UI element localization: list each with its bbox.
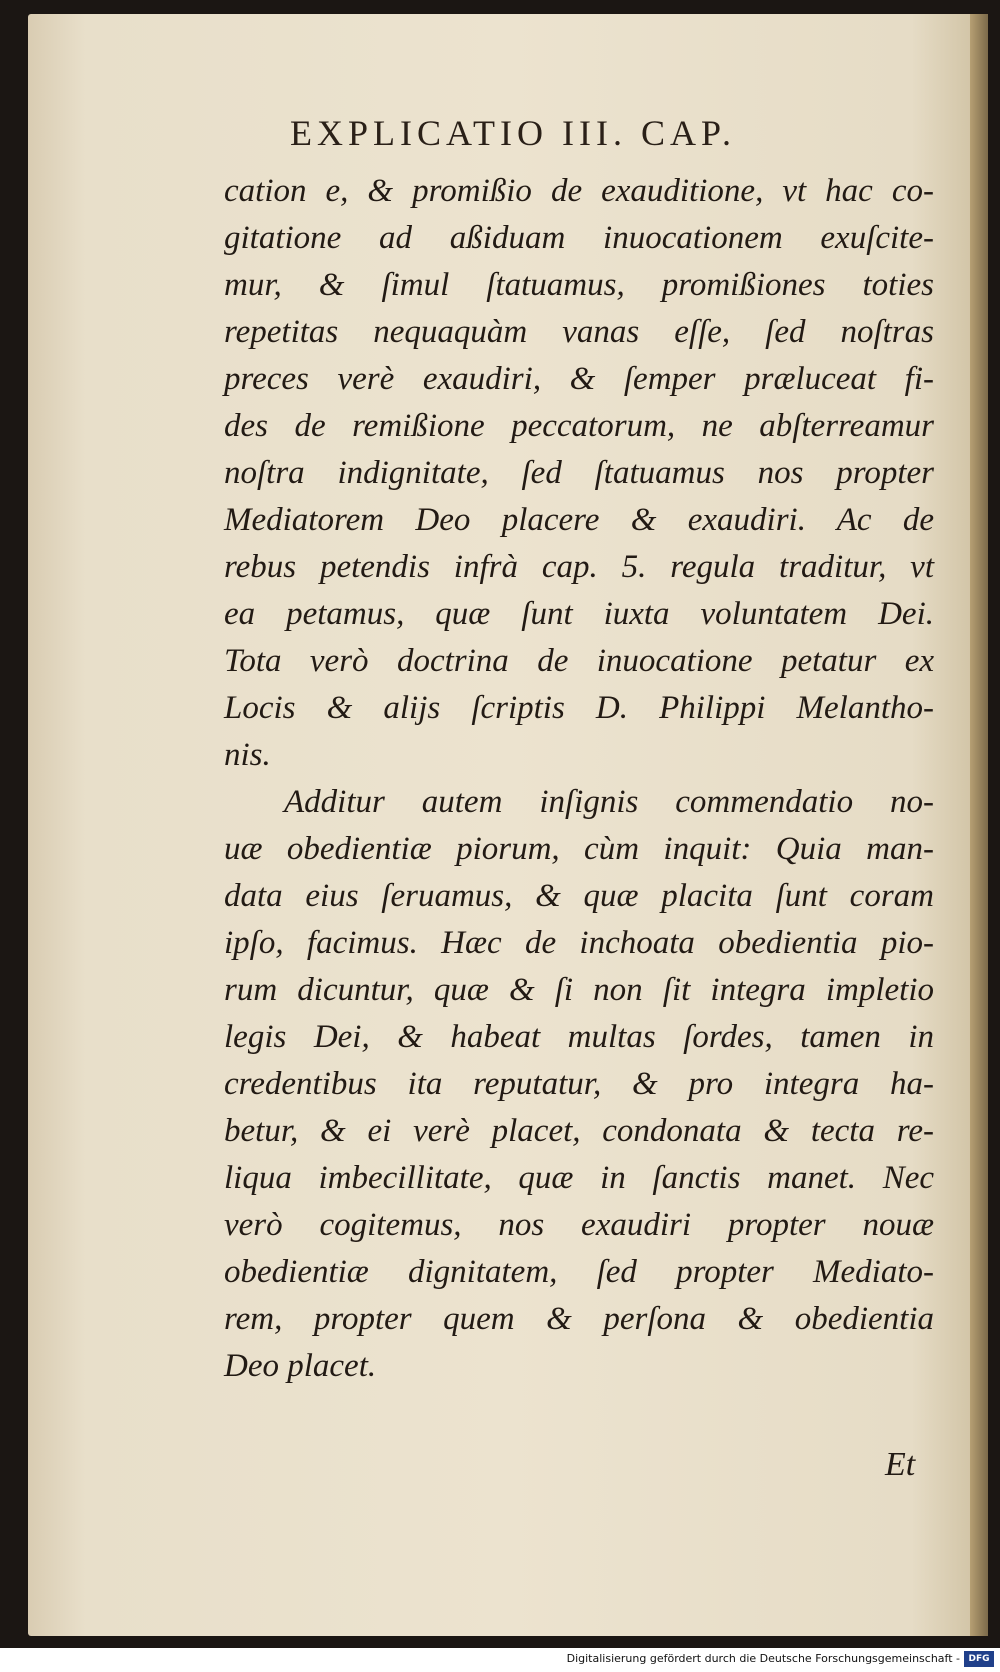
text-line: Additur autem inſignis commendatio no- <box>284 784 934 820</box>
text-line: rem, propter quem & perſona & obedientia <box>224 1301 934 1337</box>
funding-credit: Digitalisierung gefördert durch die Deutsche Forschungsgemeinschaft - <box>566 1652 960 1665</box>
text-line: verò cogitemus, nos exaudiri propter nouæ <box>224 1207 934 1243</box>
text-line: Locis & alijs ſcriptis D. Philippi Melantho- <box>224 690 934 726</box>
text-line: mur, & ſimul ſtatuamus, promißiones toties <box>224 267 934 303</box>
text-line: cation e, & promißio de exauditione, vt hac co- <box>224 173 934 209</box>
text-line: betur, & ei verè placet, condonata & tecta re- <box>224 1113 934 1149</box>
text-line: gitatione ad aßiduam inuocationem exuſcite- <box>224 220 934 256</box>
text-line: ipſo, facimus. Hæc de inchoata obedientia pio- <box>224 925 934 961</box>
catchword: Et <box>885 1446 916 1483</box>
text-line: credentibus ita reputatur, & pro integra ha- <box>224 1066 934 1102</box>
body-text <box>224 168 934 1390</box>
page-edge <box>970 14 988 1636</box>
text-line: Deo placet. <box>224 1348 377 1384</box>
text-line: des de remißione peccatorum, ne abſterreamur <box>224 408 934 444</box>
text-line: repetitas nequaquàm vanas eſſe, ſed noſtras <box>224 314 934 350</box>
text-line: ea petamus, quæ ſunt iuxta voluntatem Dei. <box>224 596 934 632</box>
dfg-logo: DFG <box>964 1651 994 1667</box>
text-line: data eius ſeruamus, & quæ placita ſunt coram <box>224 878 934 914</box>
text-line: Tota verò doctrina de inuocatione petatur ex <box>224 643 934 679</box>
text-line: liqua imbecillitate, quæ in ſanctis manet. Nec <box>224 1160 934 1196</box>
digitization-footer <box>0 1648 1000 1672</box>
text-line: noſtra indignitate, ſed ſtatuamus nos propter <box>224 455 934 491</box>
text-line: uæ obedientiæ piorum, cùm inquit: Quia man- <box>224 831 934 867</box>
text-line: preces verè exaudiri, & ſemper præluceat fi- <box>224 361 934 397</box>
text-line: nis. <box>224 737 271 773</box>
text-line: Mediatorem Deo placere & exaudiri. Ac de <box>224 502 934 538</box>
text-line: rebus petendis infrà cap. 5. regula traditur, vt <box>224 549 934 585</box>
paragraph-1 <box>224 168 934 779</box>
text-line: rum dicuntur, quæ & ſi non ſit integra impletio <box>224 972 934 1008</box>
paragraph-2 <box>224 779 934 1390</box>
running-head: EXPLICATIO III. CAP. <box>290 113 736 153</box>
text-line: legis Dei, & habeat multas ſordes, tamen in <box>224 1019 934 1055</box>
text-line: obedientiæ dignitatem, ſed propter Mediato- <box>224 1254 934 1290</box>
